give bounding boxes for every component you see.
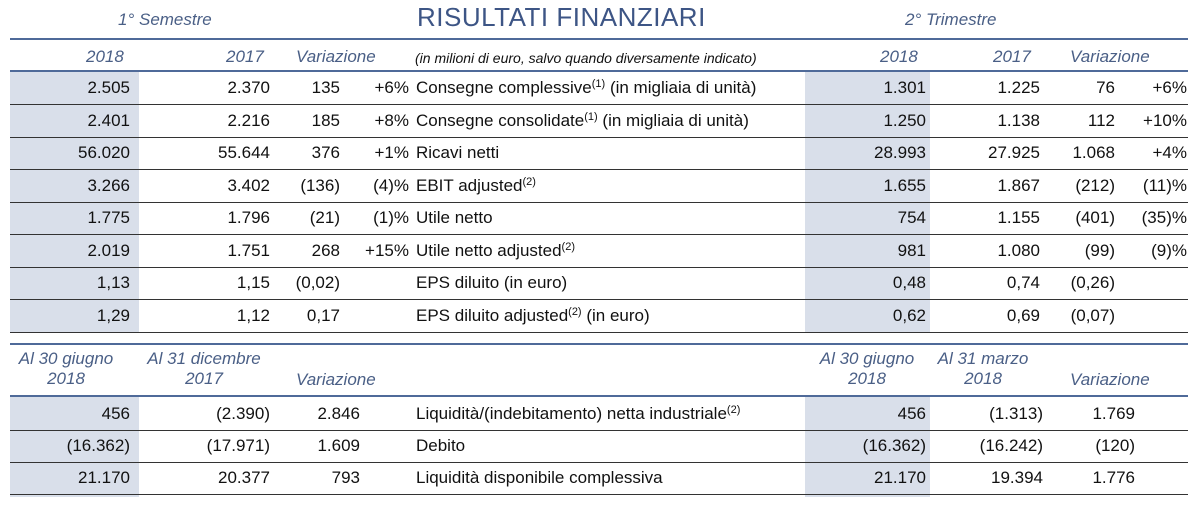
cell-l18: 3.266 xyxy=(87,175,130,195)
row-label-text: Consegne complessive xyxy=(416,78,592,97)
cell-r3: 1.769 xyxy=(1092,404,1135,423)
footnote-marker: (2) xyxy=(726,404,741,416)
row-rule xyxy=(10,202,1188,203)
row-rule xyxy=(10,234,1188,235)
row-rule xyxy=(10,332,1188,333)
col-header-left-2018: 2018 xyxy=(86,47,124,66)
row-label-suffix: (in migliaia di unità) xyxy=(605,78,757,97)
cell-l18: 1,13 xyxy=(96,273,130,292)
cell-l2: (2.390) xyxy=(216,404,270,423)
cell-l17: 2.216 xyxy=(227,110,270,130)
cell-r1: 21.170 xyxy=(874,468,926,487)
row-rule xyxy=(10,494,1188,495)
row-label-text: Ricavi netti xyxy=(416,143,500,162)
cell-lp: +8% xyxy=(374,110,409,130)
cell-r2: (1.313) xyxy=(989,404,1043,423)
cell-lp: (4)% xyxy=(373,175,409,195)
bottom-header-rule xyxy=(10,343,1188,345)
cell-rv: (0,26) xyxy=(1070,273,1115,292)
cell-lp: +1% xyxy=(374,143,409,162)
cell-l17: 1.751 xyxy=(227,240,270,260)
col-header-right-2017: 2017 xyxy=(993,47,1031,66)
bottom-right-header-1 xyxy=(810,349,924,389)
bottom-right-header-3-line2: Variazione xyxy=(1070,370,1150,389)
row-label-text: EPS diluito (in euro) xyxy=(416,273,568,292)
bottom-left-header-1-line1: Al 30 giugno xyxy=(18,349,114,368)
cell-rp: +4% xyxy=(1152,143,1187,162)
row-label xyxy=(416,143,499,163)
cell-l17: 1,15 xyxy=(236,273,270,292)
bottom-right-header-2-line2: 2018 xyxy=(964,369,1002,388)
cell-l1: 21.170 xyxy=(78,468,130,487)
top-header-rule xyxy=(10,38,1188,40)
left-period-title: 1° Semestre xyxy=(118,10,212,29)
bottom-right-header-2-line1: Al 31 marzo xyxy=(937,349,1029,368)
cell-lv: 0,17 xyxy=(306,305,340,325)
row-rule xyxy=(10,169,1188,170)
cell-rv: (401) xyxy=(1075,208,1115,227)
col-header-left-variation: Variazione xyxy=(296,47,376,66)
bottom-left-header-3 xyxy=(296,370,376,390)
bottom-right-header-2 xyxy=(928,349,1038,389)
cell-rv: (0,07) xyxy=(1070,305,1115,325)
row-label xyxy=(416,404,740,424)
cell-r17: 27.925 xyxy=(988,143,1040,162)
cell-l17: 1.796 xyxy=(227,208,270,227)
cell-l2: 20.377 xyxy=(218,468,270,487)
col-header-right-2018: 2018 xyxy=(880,47,918,66)
cell-lv: 376 xyxy=(311,143,340,162)
footnote-marker: (2) xyxy=(568,305,582,318)
cell-r17: 1.138 xyxy=(997,110,1040,130)
cell-l3: 1.609 xyxy=(317,436,360,455)
cell-l2: (17.971) xyxy=(206,436,270,455)
row-label xyxy=(416,176,536,196)
cell-rv: (212) xyxy=(1075,175,1115,195)
row-rule xyxy=(10,462,1188,463)
bottom-left-header-1-line2: 2018 xyxy=(47,369,85,388)
cell-lv: 185 xyxy=(311,110,340,130)
bottom-right-header-1-line1: Al 30 giugno xyxy=(819,349,915,368)
row-rule xyxy=(10,137,1188,138)
cell-r18: 28.993 xyxy=(874,143,926,162)
cell-lv: (136) xyxy=(300,175,340,195)
row-label-text: Liquidità/(indebitamento) netta industriale xyxy=(416,404,727,423)
cell-r17: 1.080 xyxy=(997,240,1040,260)
bottom-left-header-2-line2: 2017 xyxy=(185,369,223,388)
row-label-text: Utile netto xyxy=(416,208,493,227)
cell-r1: (16.362) xyxy=(862,436,926,455)
cell-rv: (99) xyxy=(1084,240,1115,260)
row-label-text: Liquidità disponibile complessiva xyxy=(416,468,663,487)
footnote-marker: (2) xyxy=(522,175,536,188)
cell-l17: 1,12 xyxy=(236,305,270,325)
row-label xyxy=(416,306,650,326)
bottom-right-header-3 xyxy=(1070,370,1150,390)
bottom-right-header-1-line2: 2018 xyxy=(848,369,886,388)
cell-r17: 0,74 xyxy=(1006,273,1040,292)
cell-l18: 1.775 xyxy=(87,208,130,227)
row-label xyxy=(416,241,575,261)
cell-l18: 2.505 xyxy=(87,78,130,97)
row-rule xyxy=(10,299,1188,300)
cell-lv: 268 xyxy=(311,240,340,260)
cell-l3: 793 xyxy=(331,468,360,487)
cell-r17: 1.155 xyxy=(997,208,1040,227)
row-rule xyxy=(10,430,1188,431)
cell-r17: 1.867 xyxy=(997,175,1040,195)
cell-rp: +6% xyxy=(1152,78,1187,97)
cell-lp: (1)% xyxy=(373,208,409,227)
cell-rp: (11)% xyxy=(1142,175,1187,195)
row-label xyxy=(416,468,663,488)
cell-rp: (35)% xyxy=(1141,208,1187,227)
cell-lp: +15% xyxy=(365,240,409,260)
row-label-text: EPS diluito adjusted xyxy=(416,305,569,325)
cell-rv: 1.068 xyxy=(1072,143,1115,162)
cell-l18: 2.019 xyxy=(87,240,130,260)
row-label-text: Consegne consolidate xyxy=(416,110,585,130)
cell-rp: +10% xyxy=(1143,110,1187,130)
cell-r18: 981 xyxy=(897,240,926,260)
cell-l18: 1,29 xyxy=(96,305,130,325)
cell-r2: (16.242) xyxy=(979,436,1043,455)
page-title: RISULTATI FINANZIARI xyxy=(417,2,706,32)
row-label-text: Debito xyxy=(416,436,466,455)
bottom-left-header-2 xyxy=(136,349,272,389)
cell-l1: (16.362) xyxy=(66,436,130,455)
cell-r1: 456 xyxy=(897,404,926,423)
units-note: (in milioni di euro, salvo quando diversamente indicato) xyxy=(415,50,757,66)
cell-r17: 1.225 xyxy=(997,78,1040,97)
cell-l3: 2.846 xyxy=(317,404,360,423)
row-label xyxy=(416,111,749,131)
top-table-rule xyxy=(10,70,1188,72)
footnote-marker: (1) xyxy=(591,78,606,90)
cell-r18: 1.655 xyxy=(883,175,926,195)
cell-r3: (120) xyxy=(1095,436,1135,455)
cell-l18: 2.401 xyxy=(87,110,130,130)
bottom-left-header-2-line1: Al 31 dicembre xyxy=(147,349,261,368)
bottom-left-header-3-line2: Variazione xyxy=(296,370,376,389)
row-label-text: Utile netto adjusted xyxy=(416,240,562,260)
cell-r18: 0,62 xyxy=(892,305,926,325)
cell-r18: 1.301 xyxy=(883,78,926,97)
row-label-text: EBIT adjusted xyxy=(416,175,523,195)
row-rule xyxy=(10,104,1188,105)
cell-r18: 754 xyxy=(897,208,926,227)
cell-r17: 0,69 xyxy=(1006,305,1040,325)
cell-l17: 55.644 xyxy=(218,143,270,162)
cell-r18: 0,48 xyxy=(892,273,926,292)
cell-r2: 19.394 xyxy=(991,468,1043,487)
cell-l17: 2.370 xyxy=(227,78,270,97)
cell-l18: 56.020 xyxy=(78,143,130,162)
row-label xyxy=(416,273,567,293)
cell-rv: 76 xyxy=(1096,78,1115,97)
cell-lp: +6% xyxy=(374,78,409,97)
footnote-marker: (2) xyxy=(561,240,575,253)
cell-rv: 112 xyxy=(1087,110,1115,130)
footnote-marker: (1) xyxy=(584,110,598,123)
row-label xyxy=(416,208,493,228)
bottom-left-header-1 xyxy=(10,349,122,389)
cell-r3: 1.776 xyxy=(1092,468,1135,487)
cell-lv: (21) xyxy=(309,208,340,227)
right-period-title: 2° Trimestre xyxy=(905,10,997,29)
cell-lv: (0,02) xyxy=(295,273,340,292)
row-rule xyxy=(10,267,1188,268)
row-label xyxy=(416,436,465,456)
cell-lv: 135 xyxy=(311,78,340,97)
cell-rp: (9)% xyxy=(1151,240,1187,260)
row-label-suffix: (in euro) xyxy=(581,305,650,325)
cell-l17: 3.402 xyxy=(227,175,270,195)
row-label xyxy=(416,78,756,98)
cell-l1: 456 xyxy=(101,404,130,423)
row-label-suffix: (in migliaia di unità) xyxy=(597,110,749,130)
col-header-right-variation: Variazione xyxy=(1070,47,1150,66)
cell-r18: 1.250 xyxy=(883,110,926,130)
bottom-table-rule xyxy=(10,395,1188,397)
col-header-left-2017: 2017 xyxy=(226,47,264,66)
